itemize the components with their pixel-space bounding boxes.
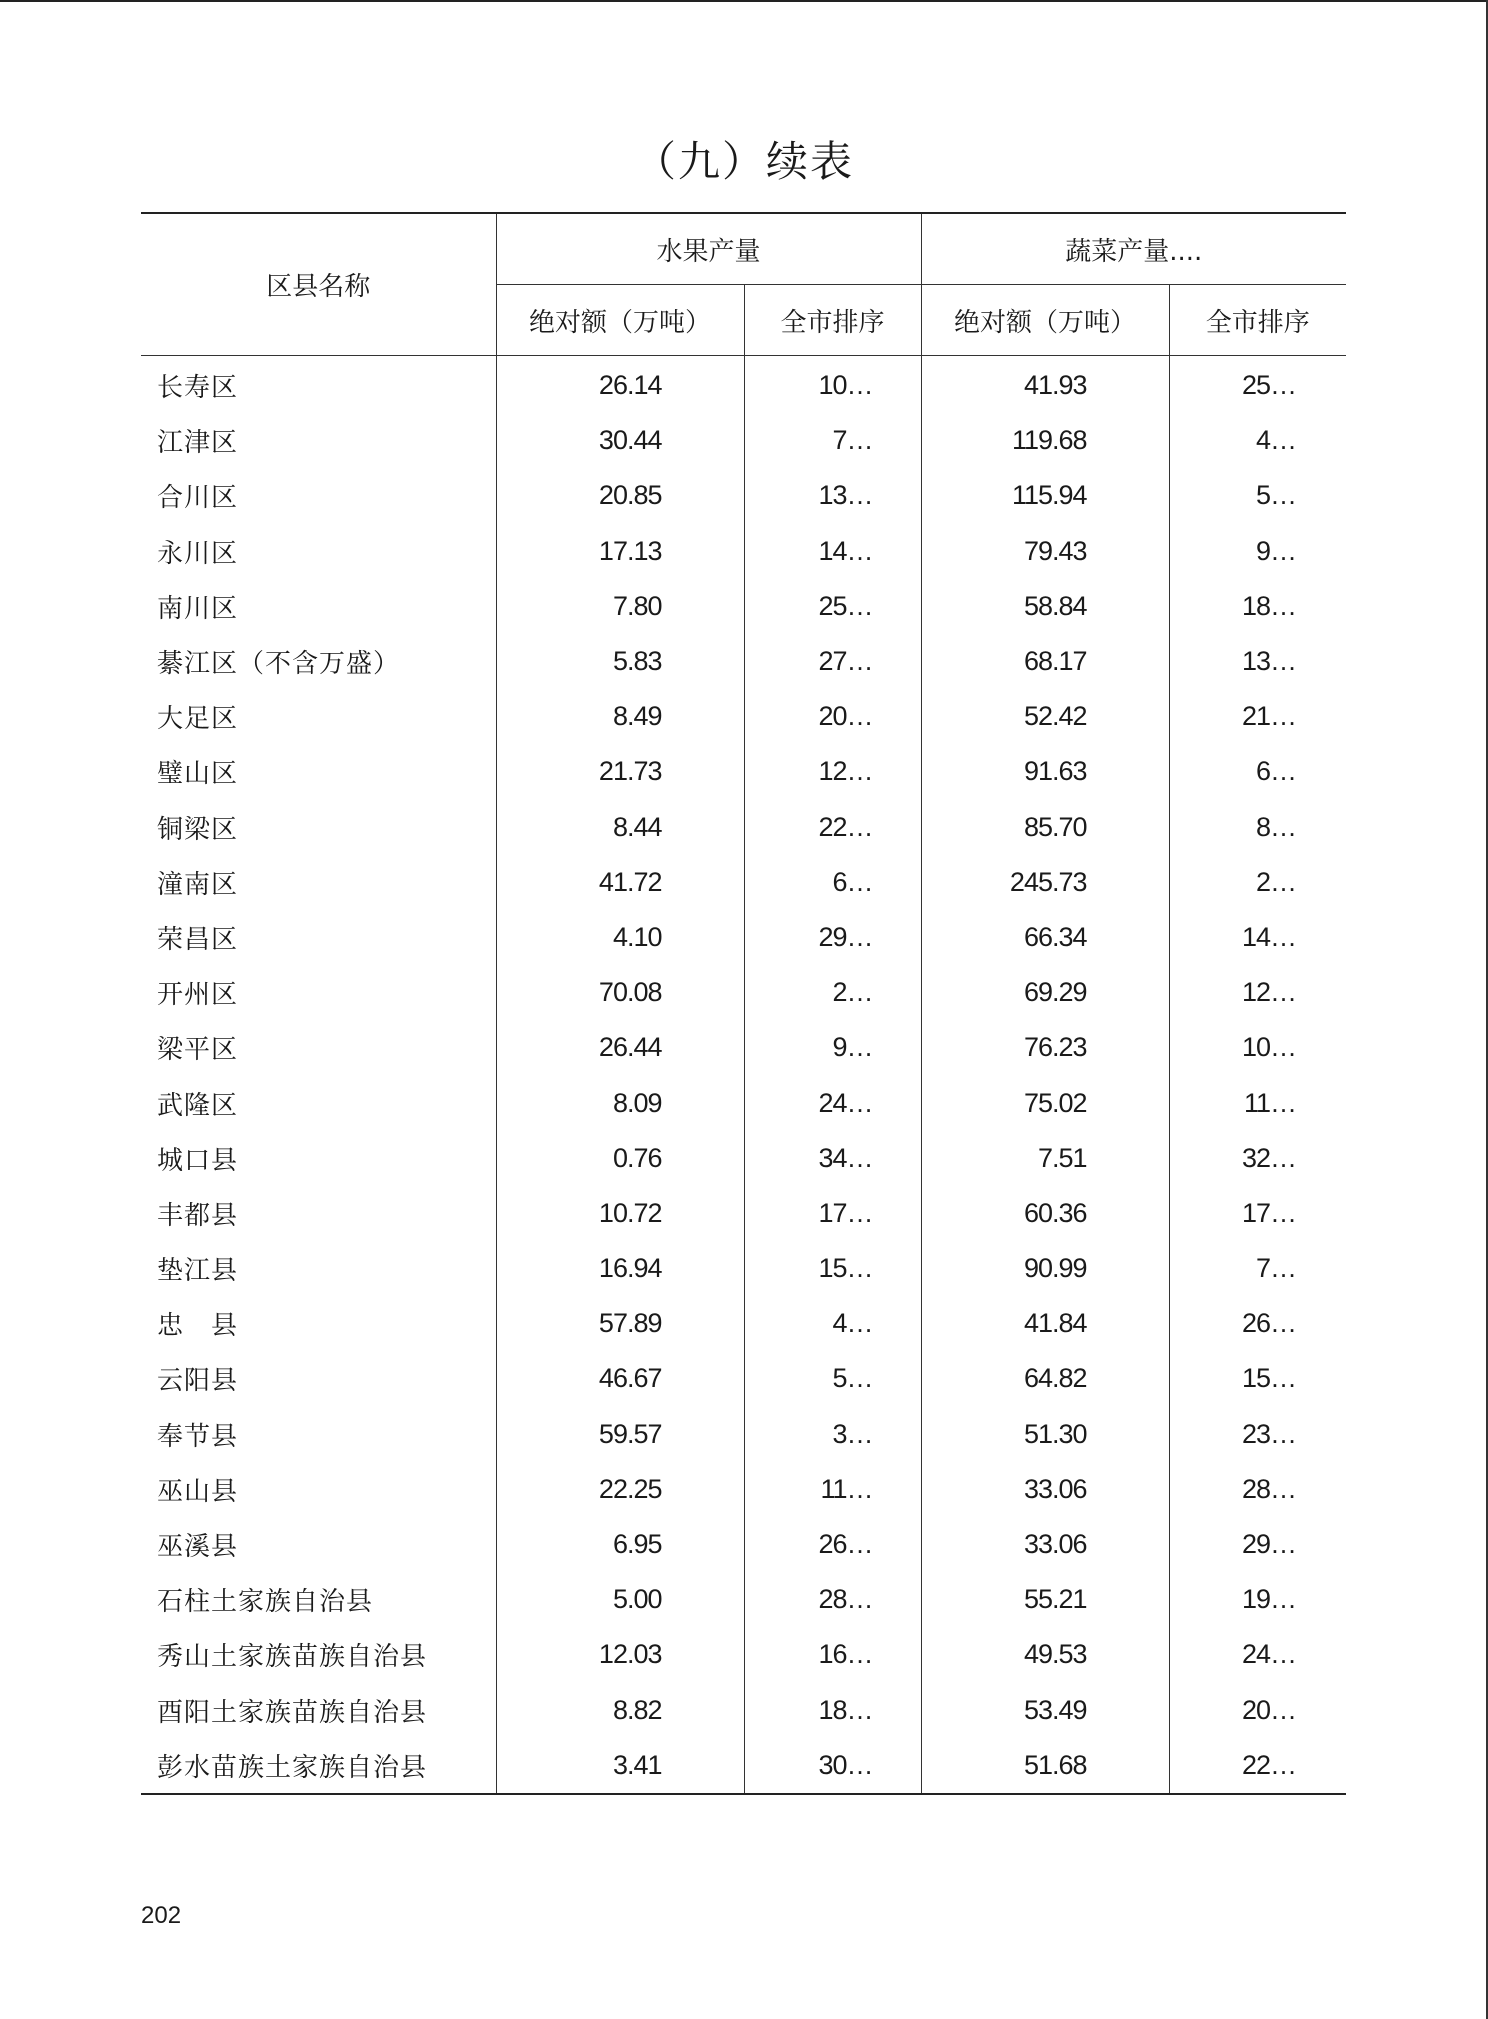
fruit-rank-cell: 6… — [744, 855, 921, 910]
district-name-cell: 长寿区 — [141, 356, 496, 414]
table-row — [141, 744, 1346, 799]
table-row — [141, 1683, 1346, 1738]
district-name-cell: 璧山区 — [141, 744, 496, 799]
fruit-rank-cell: 10… — [744, 356, 921, 414]
table-row — [141, 910, 1346, 965]
fruit-output-cell: 8.09 — [496, 1075, 744, 1130]
vegetable-rank-cell: 18… — [1241, 590, 1297, 621]
fruit-output-cell: 5.00 — [496, 1572, 744, 1627]
fruit-rank-cell: 28… — [744, 1572, 921, 1627]
fruit-output-cell: 22.25 — [496, 1462, 744, 1517]
vegetable-output-cell: 119.68 — [921, 413, 1169, 468]
fruit-rank-cell: 24… — [744, 1075, 921, 1130]
vegetable-output-cell: 66.34 — [921, 910, 1169, 965]
vegetable-output-cell: 115.94 — [921, 468, 1169, 523]
table-row — [141, 1517, 1346, 1572]
vegetable-rank-cell: 5… — [1255, 480, 1297, 511]
vegetable-rank-cell: 7… — [1255, 1253, 1297, 1284]
fruit-rank-cell: 26… — [744, 1517, 921, 1572]
vegetable-rank-cell: 10… — [1241, 1032, 1297, 1063]
vegetable-output-cell: 51.30 — [921, 1407, 1169, 1462]
vegetable-output-cell: 90.99 — [921, 1241, 1169, 1296]
vegetable-rank-cell: 25… — [1241, 370, 1297, 401]
district-name-cell: 彭水苗族土家族自治县 — [141, 1738, 496, 1794]
fruit-output-cell: 4.10 — [496, 910, 744, 965]
table-row — [141, 1738, 1346, 1794]
fruit-output-cell: 20.85 — [496, 468, 744, 523]
table-row — [141, 1131, 1346, 1186]
fruit-rank-cell: 13… — [744, 468, 921, 523]
fruit-rank-cell: 15… — [744, 1241, 921, 1296]
table-title: （九）续表 — [633, 137, 854, 186]
vegetable-output-cell: 91.63 — [921, 744, 1169, 799]
fruit-output-cell: 8.82 — [496, 1683, 744, 1738]
district-name-cell: 南川区 — [141, 579, 496, 634]
district-name-cell: 垫江县 — [141, 1241, 496, 1296]
table-row — [141, 800, 1346, 855]
vegetable-output-cell: 58.84 — [921, 579, 1169, 634]
header-vegetable-group: 蔬菜产量.... — [921, 213, 1346, 285]
district-name-cell: 开州区 — [141, 965, 496, 1020]
fruit-output-cell: 46.67 — [496, 1351, 744, 1406]
vegetable-output-cell: 69.29 — [921, 965, 1169, 1020]
fruit-rank-cell: 7… — [744, 413, 921, 468]
vegetable-output-cell: 245.73 — [921, 855, 1169, 910]
table-row — [141, 1351, 1346, 1406]
vegetable-output-cell: 85.70 — [921, 800, 1169, 855]
vegetable-output-cell: 60.36 — [921, 1186, 1169, 1241]
district-name-cell: 武隆区 — [141, 1075, 496, 1130]
fruit-output-cell: 26.14 — [496, 356, 744, 414]
fruit-output-cell: 3.41 — [496, 1738, 744, 1794]
vegetable-rank-cell: 20… — [1241, 1694, 1297, 1725]
fruit-rank-cell: 22… — [744, 800, 921, 855]
table-row — [141, 855, 1346, 910]
table-row — [141, 1241, 1346, 1296]
header-vegetable-absolute: 绝对额（万吨） — [921, 285, 1169, 356]
district-name-cell: 荣昌区 — [141, 910, 496, 965]
page-top-border — [0, 0, 1488, 2]
table-row — [141, 356, 1346, 414]
fruit-rank-cell: 18… — [744, 1683, 921, 1738]
fruit-output-cell: 8.44 — [496, 800, 744, 855]
fruit-rank-cell: 16… — [744, 1627, 921, 1682]
header-fruit-absolute: 绝对额（万吨） — [496, 285, 744, 356]
district-name-cell: 云阳县 — [141, 1351, 496, 1406]
fruit-output-cell: 57.89 — [496, 1296, 744, 1351]
fruit-output-cell: 41.72 — [496, 855, 744, 910]
fruit-output-cell: 0.76 — [496, 1131, 744, 1186]
table-row — [141, 1075, 1346, 1130]
header-vegetable-rank: 全市排序 — [1169, 285, 1346, 356]
fruit-output-cell: 21.73 — [496, 744, 744, 799]
fruit-rank-cell: 11… — [744, 1462, 921, 1517]
vegetable-rank-cell: 17… — [1241, 1197, 1297, 1228]
statistics-table — [141, 212, 1346, 1795]
table-header — [141, 213, 1346, 356]
vegetable-rank-cell: 23… — [1241, 1418, 1297, 1449]
district-name-cell: 大足区 — [141, 689, 496, 744]
vegetable-output-cell: 49.53 — [921, 1627, 1169, 1682]
vegetable-rank-cell: 14… — [1241, 921, 1297, 952]
fruit-output-cell: 7.80 — [496, 579, 744, 634]
vegetable-rank-cell: 12… — [1241, 977, 1297, 1008]
fruit-rank-cell: 12… — [744, 744, 921, 799]
district-name-cell: 巫山县 — [141, 1462, 496, 1517]
fruit-output-cell: 6.95 — [496, 1517, 744, 1572]
fruit-output-cell: 10.72 — [496, 1186, 744, 1241]
vegetable-rank-cell: 24… — [1241, 1639, 1297, 1670]
vegetable-output-cell: 64.82 — [921, 1351, 1169, 1406]
fruit-output-cell: 26.44 — [496, 1020, 744, 1075]
vegetable-rank-cell: 2… — [1255, 866, 1297, 897]
district-name-cell: 丰都县 — [141, 1186, 496, 1241]
table-row — [141, 1186, 1346, 1241]
table-row — [141, 1572, 1346, 1627]
district-name-cell: 江津区 — [141, 413, 496, 468]
table-row — [141, 413, 1346, 468]
fruit-rank-cell: 20… — [744, 689, 921, 744]
header-district: 区县名称 — [141, 213, 496, 356]
page-number: 202 — [141, 1902, 182, 1929]
fruit-output-cell: 16.94 — [496, 1241, 744, 1296]
table-row — [141, 1407, 1346, 1462]
header-fruit-rank: 全市排序 — [744, 285, 921, 356]
vegetable-rank-cell: 21… — [1241, 701, 1297, 732]
vegetable-rank-cell: 32… — [1241, 1142, 1297, 1173]
table-row — [141, 1462, 1346, 1517]
fruit-rank-cell: 34… — [744, 1131, 921, 1186]
table-row — [141, 524, 1346, 579]
vegetable-rank-cell: 15… — [1241, 1363, 1297, 1394]
fruit-rank-cell: 17… — [744, 1186, 921, 1241]
table-row — [141, 634, 1346, 689]
district-name-cell: 秀山土家族苗族自治县 — [141, 1627, 496, 1682]
fruit-rank-cell: 2… — [744, 965, 921, 1020]
fruit-rank-cell: 9… — [744, 1020, 921, 1075]
fruit-rank-cell: 27… — [744, 634, 921, 689]
vegetable-output-cell: 51.68 — [921, 1738, 1169, 1794]
table-row — [141, 579, 1346, 634]
vegetable-output-cell: 55.21 — [921, 1572, 1169, 1627]
district-name-cell: 铜梁区 — [141, 800, 496, 855]
fruit-rank-cell: 5… — [744, 1351, 921, 1406]
fruit-output-cell: 17.13 — [496, 524, 744, 579]
district-name-cell: 巫溪县 — [141, 1517, 496, 1572]
vegetable-rank-cell: 8… — [1255, 811, 1297, 842]
district-name-cell: 酉阳土家族苗族自治县 — [141, 1683, 496, 1738]
district-name-cell: 永川区 — [141, 524, 496, 579]
vegetable-output-cell: 41.93 — [921, 356, 1169, 414]
vegetable-output-cell: 7.51 — [921, 1131, 1169, 1186]
vegetable-output-cell: 52.42 — [921, 689, 1169, 744]
table-row — [141, 1020, 1346, 1075]
vegetable-rank-cell: 22… — [1169, 1738, 1346, 1794]
table-row — [141, 1627, 1346, 1682]
district-name-cell: 潼南区 — [141, 855, 496, 910]
fruit-output-cell: 12.03 — [496, 1627, 744, 1682]
vegetable-output-cell: 79.43 — [921, 524, 1169, 579]
vegetable-output-cell: 41.84 — [921, 1296, 1169, 1351]
vegetable-rank-cell: 13… — [1241, 646, 1297, 677]
district-name-cell: 合川区 — [141, 468, 496, 523]
district-name-cell: 城口县 — [141, 1131, 496, 1186]
district-name-cell: 梁平区 — [141, 1020, 496, 1075]
fruit-rank-cell: 4… — [744, 1296, 921, 1351]
fruit-output-cell: 5.83 — [496, 634, 744, 689]
table-row — [141, 1296, 1346, 1351]
fruit-rank-cell: 30… — [744, 1738, 921, 1794]
table-row — [141, 689, 1346, 744]
fruit-output-cell: 59.57 — [496, 1407, 744, 1462]
fruit-output-cell: 70.08 — [496, 965, 744, 1020]
vegetable-rank-cell: 6… — [1255, 756, 1297, 787]
fruit-output-cell: 30.44 — [496, 413, 744, 468]
vegetable-rank-cell: 9… — [1255, 535, 1297, 566]
vegetable-rank-cell: 4… — [1255, 425, 1297, 456]
vegetable-output-cell: 76.23 — [921, 1020, 1169, 1075]
district-name-cell: 忠 县 — [141, 1296, 496, 1351]
district-name-cell: 綦江区（不含万盛） — [141, 634, 496, 689]
fruit-output-cell: 8.49 — [496, 689, 744, 744]
vegetable-rank-cell: 29… — [1241, 1529, 1297, 1560]
header-fruit-group: 水果产量 — [496, 213, 921, 285]
vegetable-rank-cell: 19… — [1241, 1584, 1297, 1615]
vegetable-rank-cell: 26… — [1241, 1308, 1297, 1339]
table-row — [141, 965, 1346, 1020]
fruit-rank-cell: 29… — [744, 910, 921, 965]
fruit-rank-cell: 3… — [744, 1407, 921, 1462]
vegetable-rank-cell: 28… — [1241, 1473, 1297, 1504]
vegetable-output-cell: 68.17 — [921, 634, 1169, 689]
table-row — [141, 468, 1346, 523]
table-body — [141, 356, 1346, 1794]
vegetable-output-cell: 33.06 — [921, 1462, 1169, 1517]
district-name-cell: 奉节县 — [141, 1407, 496, 1462]
vegetable-rank-cell: 11… — [1243, 1087, 1297, 1118]
fruit-rank-cell: 25… — [744, 579, 921, 634]
vegetable-output-cell: 75.02 — [921, 1075, 1169, 1130]
fruit-rank-cell: 14… — [744, 524, 921, 579]
district-name-cell: 石柱土家族自治县 — [141, 1572, 496, 1627]
vegetable-output-cell: 33.06 — [921, 1517, 1169, 1572]
vegetable-output-cell: 53.49 — [921, 1683, 1169, 1738]
